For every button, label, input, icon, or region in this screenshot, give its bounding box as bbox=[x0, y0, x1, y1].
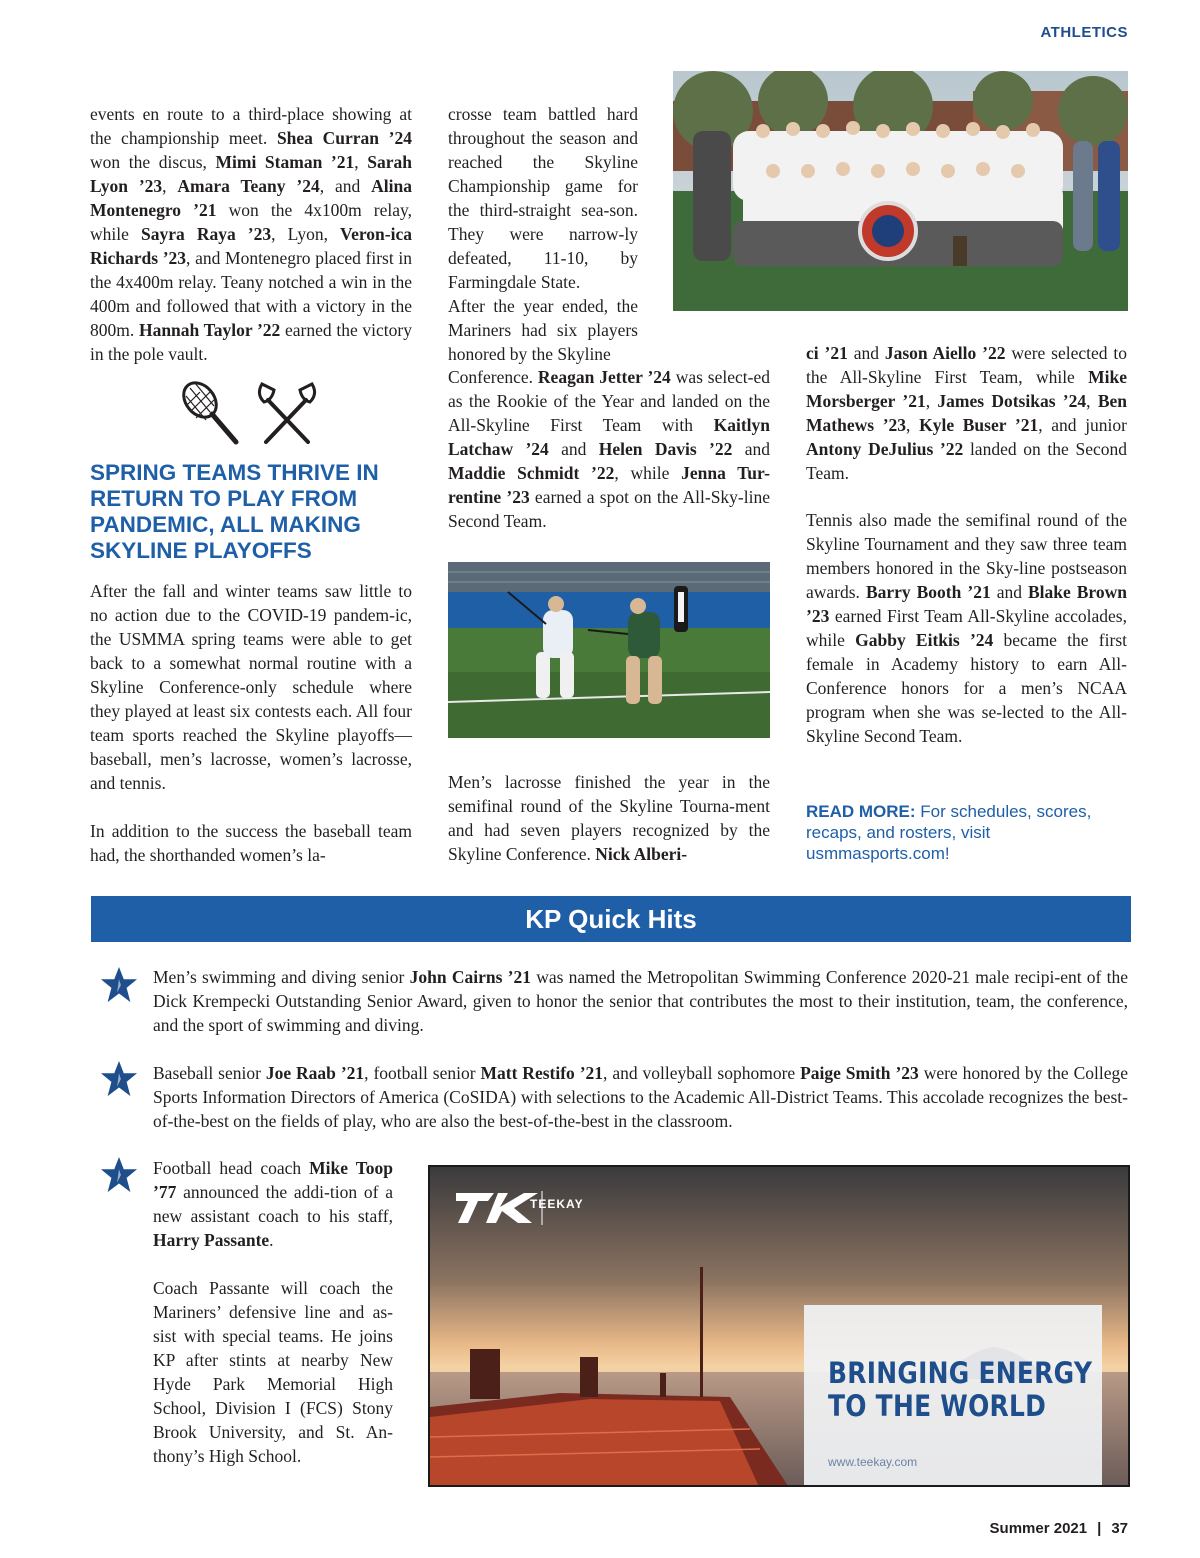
ad-slogan: BRINGING ENERGY TO THE WORLD bbox=[828, 1356, 1093, 1423]
page-number: 37 bbox=[1111, 1520, 1128, 1537]
mens-lacrosse-paragraph: Men’s lacrosse finished the year in the semifinal round of the Skyline Tourna-ment and had seven players recognized by the Skyline Conference. Nick Alberi- bbox=[448, 772, 770, 864]
lacrosse-sticks-icon bbox=[259, 384, 314, 442]
rookie-award-text bbox=[448, 365, 770, 533]
mens-lacrosse-text bbox=[448, 770, 770, 866]
column-one-text bbox=[90, 102, 412, 366]
quick-hit-item-2: Baseball senior Joe Raab ’21, football senior Matt Restifo ’21, and volleyball sophomore Paige Smith ’23 were honored by the College Sports Information Directors of America (CoSIDA) with selections to the Academic All-District Teams. This accolade recognizes the best-of-the-best on the fields of play, who are also the best-of-the-best in the classroom. bbox=[153, 1063, 1128, 1131]
article-headline: SPRING TEAMS THRIVE IN RETURN TO PLAY FROM PANDEMIC, ALL MAKING SKYLINE PLAYOFFS bbox=[90, 460, 379, 563]
womens-lacrosse-photo bbox=[448, 562, 770, 738]
article-paragraph-1: After the fall and winter teams saw little to no action due to the COVID-19 pandem-ic, the USMMA spring teams were able to get back to a somewhat normal routine with a Skyline Conference-only schedule where they played at least six contests each. All four team sports reached the Skyline playoffs—baseball, men’s lacrosse, women’s lacrosse, and tennis. bbox=[90, 581, 412, 793]
rookie-award-paragraph: Conference. Reagan Jetter ’24 was select-ed as the Rookie of the Year and landed on the All-Skyline First Team with Kaitlyn Latchaw ’24 and Helen Davis ’22 and Maddie Schmidt ’22, while Jenna Tur-rentine ’23 earned a spot on the All-Sky-line Second Team. bbox=[448, 367, 771, 531]
womens-lacrosse-text bbox=[448, 102, 638, 366]
teekay-brand-name: TEEKAY bbox=[530, 1197, 584, 1211]
page-footer bbox=[990, 1520, 1128, 1537]
quick-hit-item-1: Men’s swimming and diving senior John Cairns ’21 was named the Metropolitan Swimming Conference 2020-21 male recipi-ent of the Dick Krempecki Outstanding Senior Award, given to honor the senior that contributes the most to their institution, team, the conference, and the sport of swimming and diving. bbox=[153, 967, 1129, 1035]
read-more-text: For schedules, scores, recaps, and rosters, visit usmmasports.com! bbox=[806, 802, 1092, 863]
coach-bio: Coach Passante will coach the Mariners’ defensive line and as-sist with special teams. He joins KP after stints at nearby New Hyde Park Memorial High School, Division I (FCS) Stony Brook University, and St. An-thony’s High School. bbox=[153, 1278, 393, 1466]
read-more-label: READ MORE: bbox=[806, 802, 916, 821]
ad-url-link[interactable]: www.teekay.com bbox=[828, 1455, 918, 1469]
article-intro bbox=[90, 579, 412, 867]
womens-lacrosse-paragraph: crosse team battled hard throughout the season and reached the Skyline Championship game for the third-straight sea-son. They were narrow-ly defeated, 11-10, by Farmingdale State. bbox=[448, 104, 638, 292]
team-photo bbox=[673, 71, 1128, 311]
track-results-paragraph: events en route to a third-place showing at the championship meet. Shea Curran ’24 won the discus, Mimi Staman ’21, Sarah Lyon ’23, Amara Teany ’24, and Alina Montenegro ’21 won the 4x100m relay, while Sayra Raya ’23, Lyon, Veron-ica Richards ’23, and Montenegro placed first in the 4x400m relay. Teany notched a win in the 400m and followed that with a victory in the 800m. Hannah Taylor ’22 earned the victory in the pole vault. bbox=[90, 104, 413, 364]
quick-hits-banner bbox=[91, 896, 1131, 942]
tennis-paragraph: Tennis also made the semifinal round of the Skyline Tournament and they saw three team members honored in the Sky-line postseason awards. Barry Booth ’21 and Blake Brown ’23 earned First Team All-Skyline accolades, while Gabby Eitkis ’24 became the first female in Academy history to earn All-Conference honors for a men’s NCAA program when she was se-lected to the All-Skyline Second Team. bbox=[806, 510, 1127, 746]
star-icon bbox=[100, 1060, 138, 1098]
issue-label: Summer 2021 bbox=[989, 1520, 1088, 1537]
coach-announcement: Football head coach Mike Toop ’77 announced the addi-tion of a new assistant coach to his staff, Harry Passante. bbox=[153, 1158, 393, 1250]
read-more-callout[interactable] bbox=[806, 801, 1127, 864]
star-icon bbox=[100, 1156, 138, 1194]
mens-lacrosse-honors-paragraph: ci ’21 and Jason Aiello ’22 were selected to the All-Skyline First Team, while Mike Morsberger ’21, James Dotsikas ’24, Ben Mathews ’23, Kyle Buser ’21, and junior Antony DeJulius ’22 landed on the Second Team. bbox=[806, 343, 1127, 483]
quick-hits-title: KP Quick Hits bbox=[525, 903, 697, 934]
section-label: ATHLETICS bbox=[1040, 24, 1128, 41]
quick-hit-item-3 bbox=[153, 1156, 393, 1468]
mens-lacrosse-honors-text bbox=[806, 341, 1127, 485]
tennis-text bbox=[806, 508, 1127, 748]
teekay-advertisement[interactable] bbox=[428, 1165, 1130, 1487]
tennis-racket-icon bbox=[178, 378, 236, 442]
tennis-racket-lacrosse-icon bbox=[178, 378, 318, 446]
star-icon bbox=[100, 966, 138, 1004]
ad-slogan-panel bbox=[804, 1305, 1102, 1487]
footer-separator: | bbox=[1097, 1520, 1102, 1537]
article-paragraph-2: In addition to the success the baseball team had, the shorthanded women’s la- bbox=[90, 821, 412, 865]
mariners-honored-paragraph: After the year ended, the Mariners had six players honored by the Skyline bbox=[448, 296, 638, 364]
